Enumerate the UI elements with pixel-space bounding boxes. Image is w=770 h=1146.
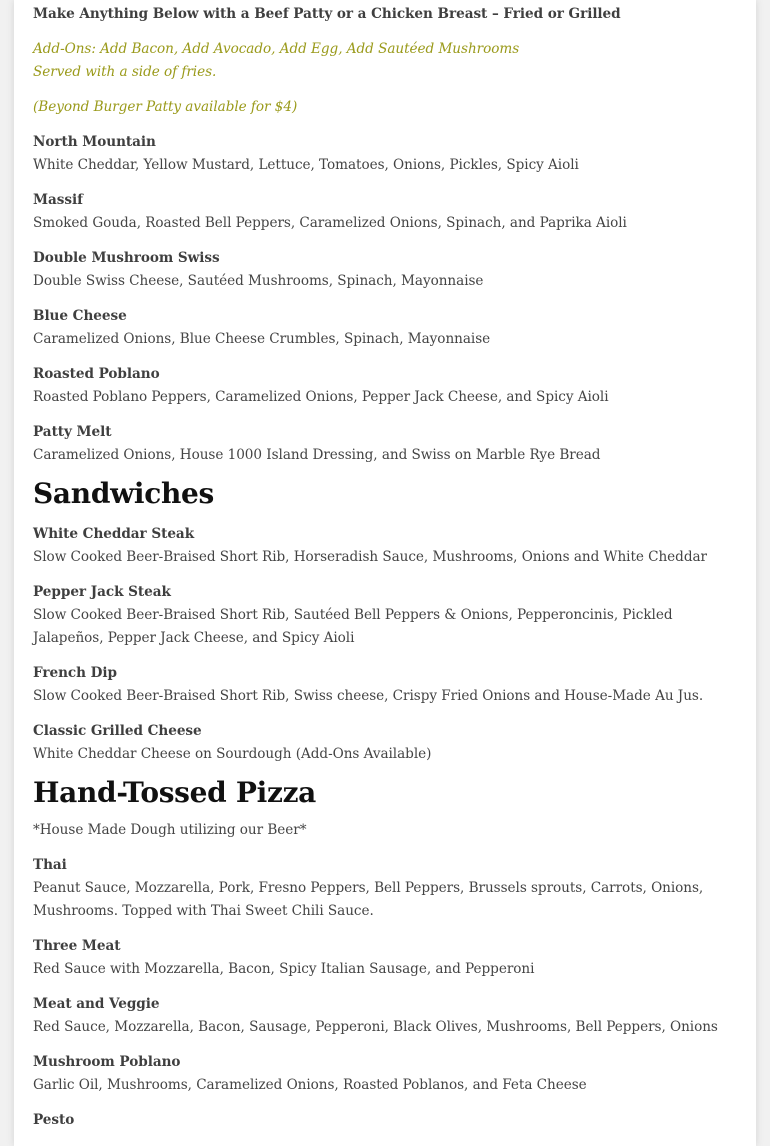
menu-item-white-cheddar-steak <box>33 523 745 569</box>
menu-item-desc: Caramelized Onions, House 1000 Island Dressing, and Swiss on Marble Rye Bread <box>33 447 601 463</box>
menu-item-name: Three Meat <box>33 938 121 954</box>
menu-item-desc: Slow Cooked Beer-Braised Short Rib, Sautéed Bell Peppers & Onions, Pepperoncinis, Pickled Jalapeños, Pepper Jack Cheese, and Spicy Aioli <box>33 607 673 646</box>
menu-item-name: North Mountain <box>33 134 156 150</box>
sandwiches-heading: Sandwiches <box>33 477 215 510</box>
menu-item-roasted-poblano <box>33 363 745 409</box>
menu-item-desc: Red Sauce, Mozzarella, Bacon, Sausage, Pepperoni, Black Olives, Mushrooms, Bell Peppers, Onions <box>33 1019 718 1035</box>
menu-item-patty-melt <box>33 421 745 467</box>
menu-item-name: Meat and Veggie <box>33 996 160 1012</box>
burger-intro: Make Anything Below with a Beef Patty or a Chicken Breast – Fried or Grilled <box>33 6 621 22</box>
menu-item-massif <box>33 189 745 235</box>
menu-item-classic-grilled-cheese <box>33 720 745 766</box>
menu-item-double-mushroom-swiss <box>33 247 745 293</box>
menu-page <box>14 0 756 1146</box>
menu-item-name: Pepper Jack Steak <box>33 584 171 600</box>
menu-item-name: Blue Cheese <box>33 308 127 324</box>
menu-item-name: Double Mushroom Swiss <box>33 250 220 266</box>
menu-item-blue-cheese <box>33 305 745 351</box>
menu-item-desc: White Cheddar Cheese on Sourdough (Add-Ons Available) <box>33 746 432 762</box>
menu-item-name: Massif <box>33 192 83 208</box>
menu-item-name: Patty Melt <box>33 424 112 440</box>
menu-item-name: White Cheddar Steak <box>33 526 195 542</box>
menu-item-desc: Smoked Gouda, Roasted Bell Peppers, Caramelized Onions, Spinach, and Paprika Aioli <box>33 215 627 231</box>
menu-item-desc: Caramelized Onions, Blue Cheese Crumbles, Spinach, Mayonnaise <box>33 331 491 347</box>
menu-item-meat-and-veggie <box>33 993 745 1039</box>
menu-item-desc: Slow Cooked Beer-Braised Short Rib, Swiss cheese, Crispy Fried Onions and House-Made Au Jus. <box>33 688 704 704</box>
addons-note <box>33 38 745 84</box>
menu-item-desc: Red Sauce with Mozzarella, Bacon, Spicy Italian Sausage, and Pepperoni <box>33 961 535 977</box>
menu-item-north-mountain <box>33 131 745 177</box>
addons-line: Add-Ons: Add Bacon, Add Avocado, Add Egg, Add Sautéed Mushrooms <box>33 41 520 57</box>
menu-item-name: Classic Grilled Cheese <box>33 723 202 739</box>
pizza-dough-note: *House Made Dough utilizing our Beer* <box>33 822 307 838</box>
menu-item-pepper-jack-steak <box>33 581 745 650</box>
menu-item-pesto <box>33 1109 745 1132</box>
menu-item-three-meat <box>33 935 745 981</box>
menu-item-desc: Peanut Sauce, Mozzarella, Pork, Fresno Peppers, Bell Peppers, Brussels sprouts, Carrots, Onions, Mushrooms. Topped with Thai Sweet Chili Sauce. <box>33 880 704 919</box>
menu-item-name: French Dip <box>33 665 117 681</box>
menu-item-desc: Double Swiss Cheese, Sautéed Mushrooms, Spinach, Mayonnaise <box>33 273 484 289</box>
menu-item-desc: Slow Cooked Beer-Braised Short Rib, Horseradish Sauce, Mushrooms, Onions and White Cheddar <box>33 549 707 565</box>
menu-content <box>33 0 745 1132</box>
menu-item-name: Roasted Poblano <box>33 366 160 382</box>
menu-item-french-dip <box>33 662 745 708</box>
menu-item-desc: Garlic Oil, Mushrooms, Caramelized Onions, Roasted Poblanos, and Feta Cheese <box>33 1077 587 1093</box>
menu-item-mushroom-poblano <box>33 1051 745 1097</box>
fries-line: Served with a side of fries. <box>33 64 217 80</box>
menu-item-name: Thai <box>33 857 67 873</box>
menu-item-thai <box>33 854 745 923</box>
pizza-heading: Hand-Tossed Pizza <box>33 776 317 809</box>
menu-item-name: Pesto <box>33 1112 75 1128</box>
menu-item-desc: Roasted Poblano Peppers, Caramelized Onions, Pepper Jack Cheese, and Spicy Aioli <box>33 389 609 405</box>
beyond-burger-note: (Beyond Burger Patty available for $4) <box>33 99 298 115</box>
menu-item-desc: White Cheddar, Yellow Mustard, Lettuce, Tomatoes, Onions, Pickles, Spicy Aioli <box>33 157 579 173</box>
menu-item-name: Mushroom Poblano <box>33 1054 181 1070</box>
